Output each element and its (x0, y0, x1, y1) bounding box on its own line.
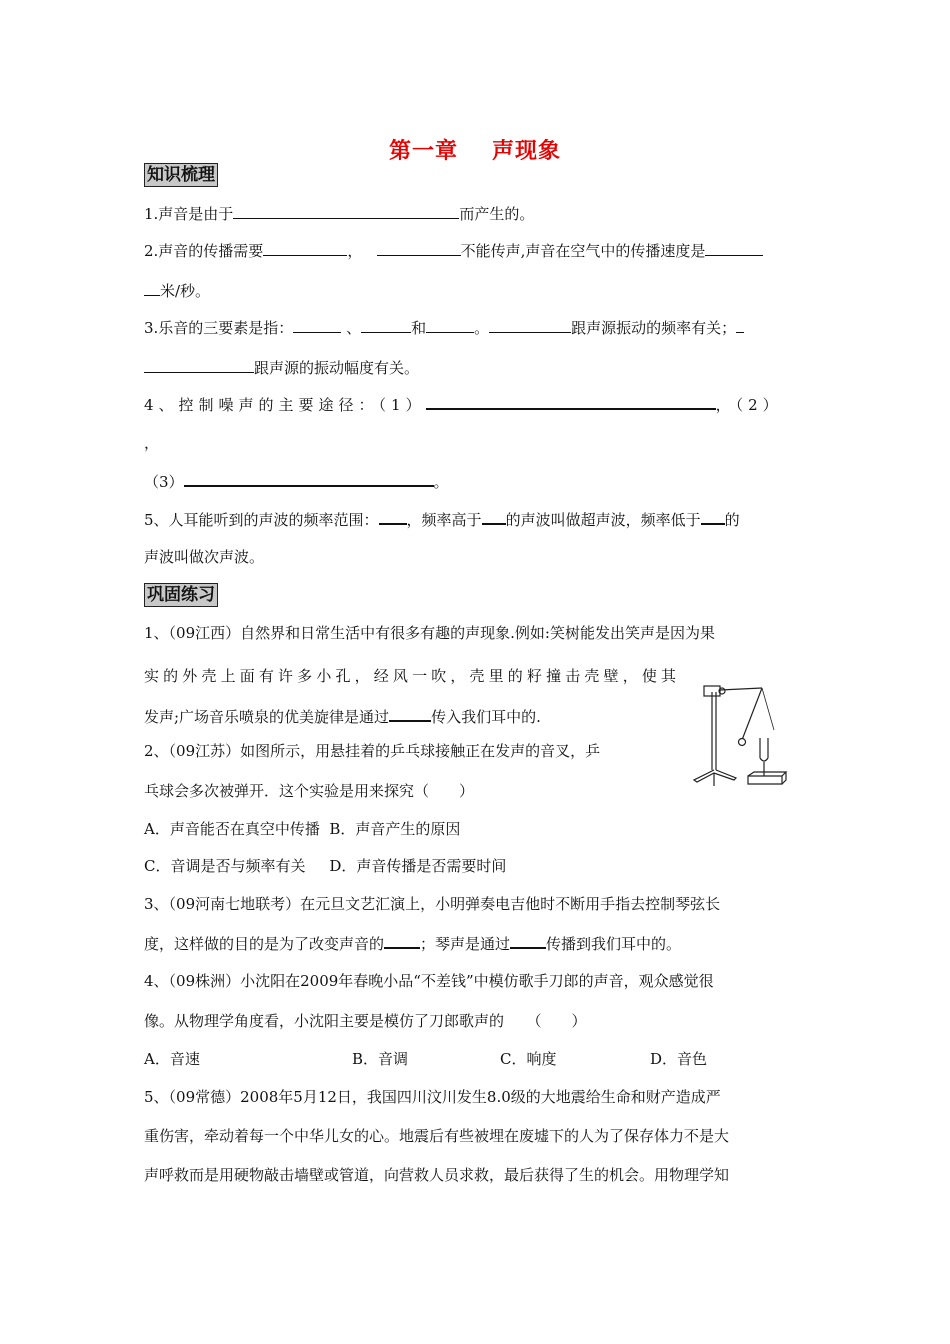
question-1-line-1: 1、（09江西）自然界和日常生活中有很多有趣的声现象.例如:笑树能发出笑声是因为果 (144, 624, 715, 642)
knowledge-item-4-comma: ， (144, 434, 160, 452)
string (742, 688, 762, 740)
question-2-line-1: 2、（09江苏）如图所示，用悬挂着的乒乓球接触正在发声的音叉，乒 (144, 742, 601, 760)
section-practice-heading: 巩固练习 (144, 583, 218, 607)
tuning-fork-pendulum-figure (690, 672, 810, 790)
resonance-box (748, 776, 782, 784)
blank[interactable] (263, 240, 347, 256)
blank[interactable] (426, 393, 716, 410)
knowledge-item-4: 4、控制噪声的主要途径：（1） ，（2） (144, 393, 806, 416)
blank[interactable] (389, 705, 431, 722)
blank[interactable] (426, 317, 474, 333)
blank[interactable] (736, 317, 744, 333)
option-c[interactable]: C．音调是否与频率有关 (144, 857, 306, 875)
question-2-options-cd (144, 855, 806, 877)
blank[interactable] (293, 317, 341, 333)
blank[interactable] (701, 508, 725, 525)
option-d[interactable]: D．声音传播是否需要时间 (329, 857, 507, 875)
ping-pong-ball (739, 739, 746, 746)
option-a[interactable]: A．音速 (144, 1050, 200, 1068)
blank[interactable] (377, 240, 461, 256)
knowledge-item-3: 3.乐音的三要素是指： 、 和 。 跟声源振动的频率有关； (144, 317, 806, 339)
knowledge-item-2-cont: 米/秒。 (144, 280, 806, 302)
question-5-line-3: 声呼救而是用硬物敲击墙壁或管道，向营救人员求救，最后获得了生的机会。用物理学知 (144, 1166, 730, 1184)
tuning-fork (760, 738, 768, 761)
support-arm (720, 688, 762, 690)
knowledge-item-5: 5、人耳能听到的声波的频率范围： ，频率高于 的声波叫做超声波，频率低于 的 (144, 508, 806, 531)
question-5-line-2: 重伤害，牵动着每一个中华儿女的心。地震后有些被埋在废墟下的人为了保存体力不是大 (144, 1127, 730, 1145)
question-3-line-1: 3、（09河南七地联考）在元旦文艺汇演上，小明弹奏电吉他时不断用手指去控制琴弦长 (144, 895, 721, 913)
option-b[interactable]: B．声音产生的原因 (329, 820, 461, 838)
blank[interactable] (489, 317, 571, 333)
knowledge-item-1: 1.声音是由于 而产生的。 (144, 205, 535, 223)
option-d[interactable]: D．音色 (650, 1050, 708, 1068)
page-title (0, 134, 950, 165)
question-3-line-2: 度，这样做的目的是为了改变声音的 ；琴声是通过 传播到我们耳中的。 (144, 932, 806, 955)
blank[interactable] (144, 357, 254, 373)
question-1-line-2: 实的外壳上面有许多小孔，经风一吹，壳里的籽撞击壳壁，使其 (144, 667, 676, 685)
title-chapter: 第一章 (388, 138, 458, 164)
knowledge-item-2: 2.声音的传播需要 ， 不能传声,声音在空气中的传播速度是 (144, 240, 806, 262)
blank[interactable] (233, 203, 459, 219)
question-2-options-ab (144, 818, 806, 840)
title-topic: 声现象 (492, 138, 562, 164)
question-2-line-2: 乓球会多次被弹开．这个实验是用来探究（ ） (144, 782, 475, 800)
option-a[interactable]: A．声音能否在真空中传播 (144, 820, 320, 838)
section-knowledge-heading: 知识梳理 (144, 163, 218, 187)
blank[interactable] (705, 240, 763, 256)
question-5-line-1: 5、（09常德）2008年5月12日，我国四川汶川发生8.0级的大地震给生命和财产造成严 (144, 1088, 721, 1106)
question-4-line-1: 4、（09株洲）小沈阳在2009年春晚小品“不差钱”中模仿歌手刀郎的声音，观众感觉很 (144, 972, 714, 990)
blank[interactable] (144, 280, 160, 296)
blank[interactable] (379, 508, 407, 525)
knowledge-item-3-cont: 跟声源的振动幅度有关。 (144, 357, 806, 379)
question-1-line-3: 发声;广场音乐喷泉的优美旋律是通过 传入我们耳中的. (144, 705, 806, 728)
blank[interactable] (482, 508, 506, 525)
option-b[interactable]: B．音调 (352, 1050, 409, 1068)
option-c[interactable]: C．响度 (500, 1050, 557, 1068)
question-4-line-2: 像。从物理学角度看，小沈阳主要是模仿了刀郎歌声的 （ ） (144, 1012, 587, 1030)
blank[interactable] (184, 470, 434, 487)
blank[interactable] (384, 932, 420, 949)
knowledge-item-5-cont: 声波叫做次声波。 (144, 548, 265, 566)
stand-base (694, 770, 736, 782)
knowledge-item-4-cont: （3） 。 (144, 470, 806, 493)
blank[interactable] (361, 317, 411, 333)
blank[interactable] (510, 932, 546, 949)
